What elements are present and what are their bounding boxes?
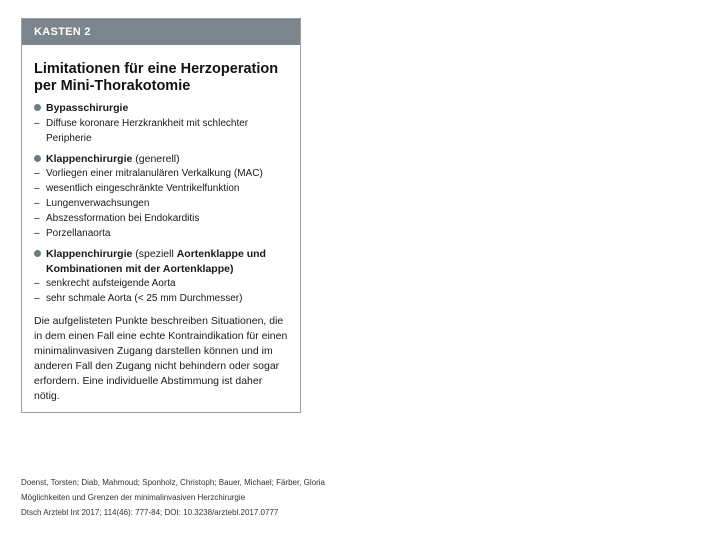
list-item (34, 291, 288, 306)
list-item (34, 211, 288, 226)
section-klappenchirurgie-speziell (34, 247, 288, 306)
bullet-heading (34, 101, 288, 116)
list-item-text: Lungenverwachsungen (46, 198, 150, 209)
citation-authors: Doenst, Torsten; Diab, Mahmoud; Sponholz, Christoph; Bauer, Michael; Färber, Gloria (21, 478, 326, 487)
bullet-dot-icon (34, 250, 41, 257)
bullet-heading (34, 247, 288, 276)
section-bypasschirurgie (34, 101, 288, 146)
list-item (34, 166, 288, 181)
dash-marker: – (34, 213, 40, 224)
dash-marker: – (34, 278, 40, 289)
list-item (34, 181, 288, 196)
bullet-heading-rest: (generell) (132, 152, 180, 165)
bullet-heading-bold: Klappenchirurgie (46, 248, 133, 260)
citation-source: Dtsch Arztebl Int 2017; 114(46): 777-84; DOI: 10.3238/arztebl.2017.0777 (21, 508, 279, 517)
summary-paragraph: Die aufgelisteten Punkte beschreiben Situationen, die in dem einen Fall eine echte Kontraindikation für einen minimalinvasiven Zugang darstellen können und im anderen Fall den Zugang nicht behindern oder sogar erfordern. Eine individuelle Abstimmung ist daher nötig. (34, 315, 288, 402)
citation (21, 475, 325, 520)
list-item-text: Porzellanaorta (46, 228, 111, 239)
dash-marker: – (34, 228, 40, 239)
list-item-text: Vorliegen einer mitralanulären Verkalkung (MAC) (46, 168, 263, 179)
citation-title: Möglichkeiten und Grenzen der minimalinvasiven Herzchirurgie (21, 493, 246, 502)
dash-marker: – (34, 293, 40, 304)
bullet-heading-rest: (speziell (132, 248, 177, 260)
bullet-heading-bold-2: Aortenklappe und Kombinationen mit der Aortenklappe) (46, 248, 266, 275)
list-item-text: Diffuse koronare Herzkrankheit mit schlechter Peripherie (46, 117, 249, 144)
list-item (34, 226, 288, 241)
list-item-text: senkrecht aufsteigende Aorta (46, 278, 176, 289)
list-item (34, 276, 288, 291)
dash-marker: – (34, 198, 40, 209)
dash-marker: – (34, 117, 40, 129)
bullet-heading-bold: Klappenchirurgie (46, 152, 133, 165)
section-klappenchirurgie-generell (34, 152, 288, 242)
list-item (34, 116, 288, 146)
bullet-heading (34, 152, 288, 167)
box-header: KASTEN 2 (22, 19, 300, 45)
box-content (22, 45, 300, 404)
list-item-text: Abszessformation bei Endokarditis (46, 213, 200, 224)
info-box (21, 18, 301, 413)
bullet-heading-bold: Bypasschirurgie (46, 102, 129, 114)
bullet-dot-icon (34, 155, 41, 162)
box-title-line-1: Limitationen für eine Herzoperation (34, 61, 279, 77)
list-item-text: wesentlich eingeschränkte Ventrikelfunktion (46, 183, 240, 194)
bullet-dot-icon (34, 104, 41, 111)
dash-marker: – (34, 168, 40, 179)
box-title (34, 61, 288, 95)
list-item (34, 196, 288, 211)
box-title-line-2: per Mini-Thorakotomie (34, 78, 191, 94)
list-item-text: sehr schmale Aorta (< 25 mm Durchmesser) (46, 293, 243, 304)
dash-marker: – (34, 183, 40, 194)
